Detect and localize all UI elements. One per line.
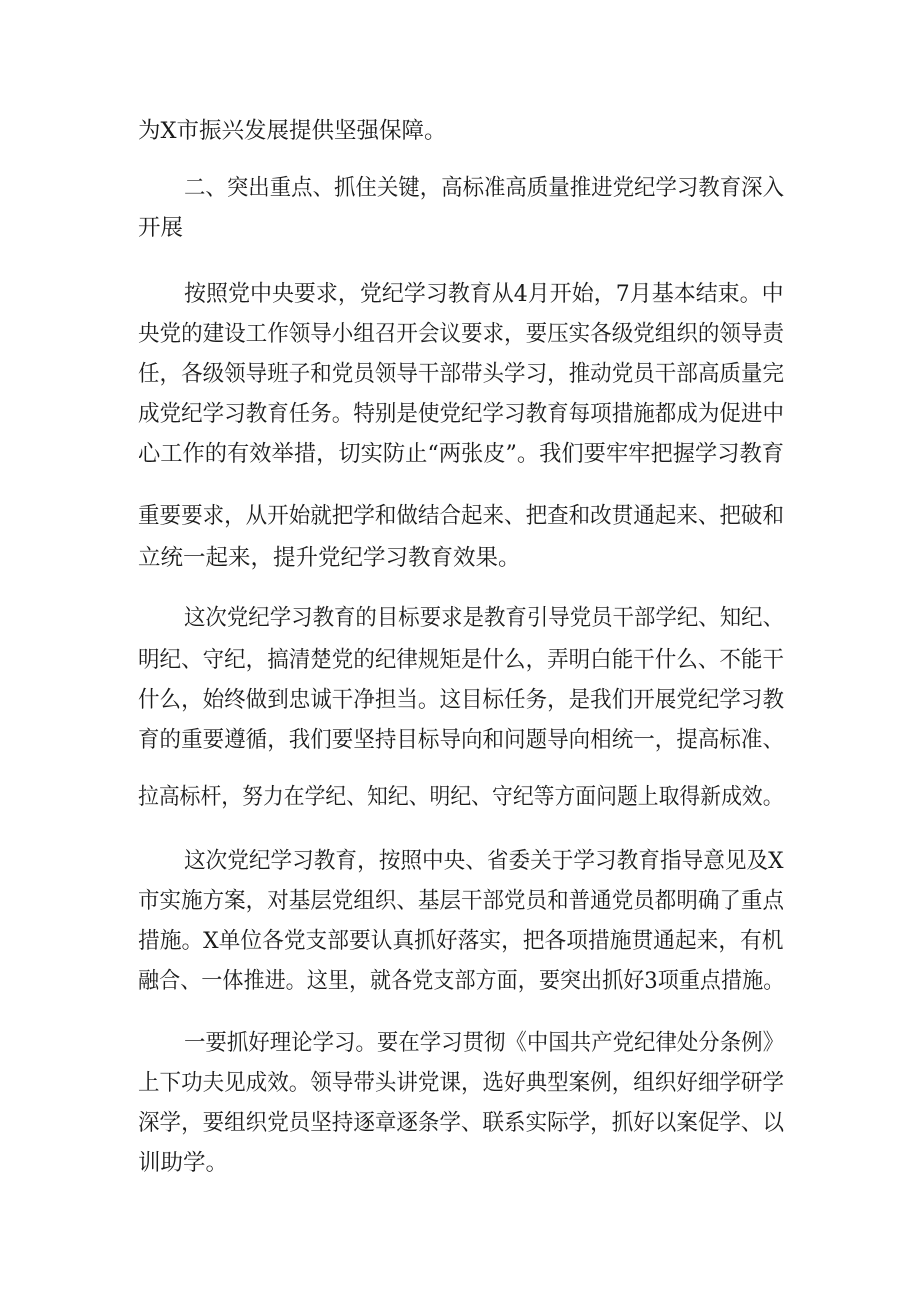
- paragraph-line: 任，各级领导班子和党员领导干部带头学习，推动党员干部高质量完: [138, 361, 784, 387]
- paragraph-line: 训助学。: [138, 1150, 229, 1176]
- paragraph-line: 成党纪学习教育任务。特别是使党纪学习教育每项措施都成为促进中: [138, 401, 784, 427]
- section-heading: 二、突出重点、抓住关键，高标准高质量推进党纪学习教育深入: [184, 175, 785, 201]
- paragraph-line: 市实施方案，对基层党组织、基层干部党员和普通党员都明确了重点: [138, 888, 784, 914]
- paragraph-line: 立统一起来，提升党纪学习教育效果。: [138, 545, 521, 571]
- paragraph-line: 什么，始终做到忠诚干净担当。这目标任务，是我们开展党纪学习教: [138, 687, 784, 713]
- paragraph-line: 央党的建设工作领导小组召开会议要求，要压实各级党组织的领导责: [138, 321, 784, 347]
- section-heading-continuation: 开展: [138, 215, 184, 241]
- paragraph-line: 按照党中央要求，党纪学习教育从4月开始，7月基本结束。中: [184, 281, 784, 307]
- paragraph-line: 明纪、守纪，搞清楚党的纪律规矩是什么，弄明白能干什么、不能干: [138, 647, 784, 673]
- paragraph-line: 重要要求，从开始就把学和做结合起来、把查和改贯通起来、把破和: [138, 503, 784, 529]
- paragraph-line: 这次党纪学习教育，按照中央、省委关于学习教育指导意见及X: [184, 848, 784, 874]
- paragraph-line: 心工作的有效举措，切实防止“两张皮”。我们要牢牢把握学习教育: [138, 441, 785, 467]
- paragraph-line: 融合、一体推进。这里，就各党支部方面，要突出抓好3项重点措施。: [138, 968, 785, 994]
- paragraph-line: 深学，要组织党员坚持逐章逐条学、联系实际学，抓好以案促学、以: [138, 1110, 784, 1136]
- paragraph-line: 一要抓好理论学习。要在学习贯彻《中国共产党纪律处分条例》: [184, 1030, 785, 1056]
- paragraph-line: 拉高标杆，努力在学纪、知纪、明纪、守纪等方面问题上取得新成效。: [138, 784, 784, 810]
- paragraph-line: 措施。X单位各党支部要认真抓好落实，把各项措施贯通起来，有机: [138, 928, 784, 954]
- paragraph-line: 育的重要遵循，我们要坚持目标导向和问题导向相统一，提高标准、: [138, 727, 784, 753]
- paragraph-line: 上下功夫见成效。领导带头讲党课，选好典型案例，组织好细学研学: [138, 1070, 784, 1096]
- paragraph-line: 这次党纪学习教育的目标要求是教育引导党员干部学纪、知纪、: [184, 605, 785, 631]
- paragraph-line: 为X市振兴发展提供坚强保障。: [138, 118, 447, 144]
